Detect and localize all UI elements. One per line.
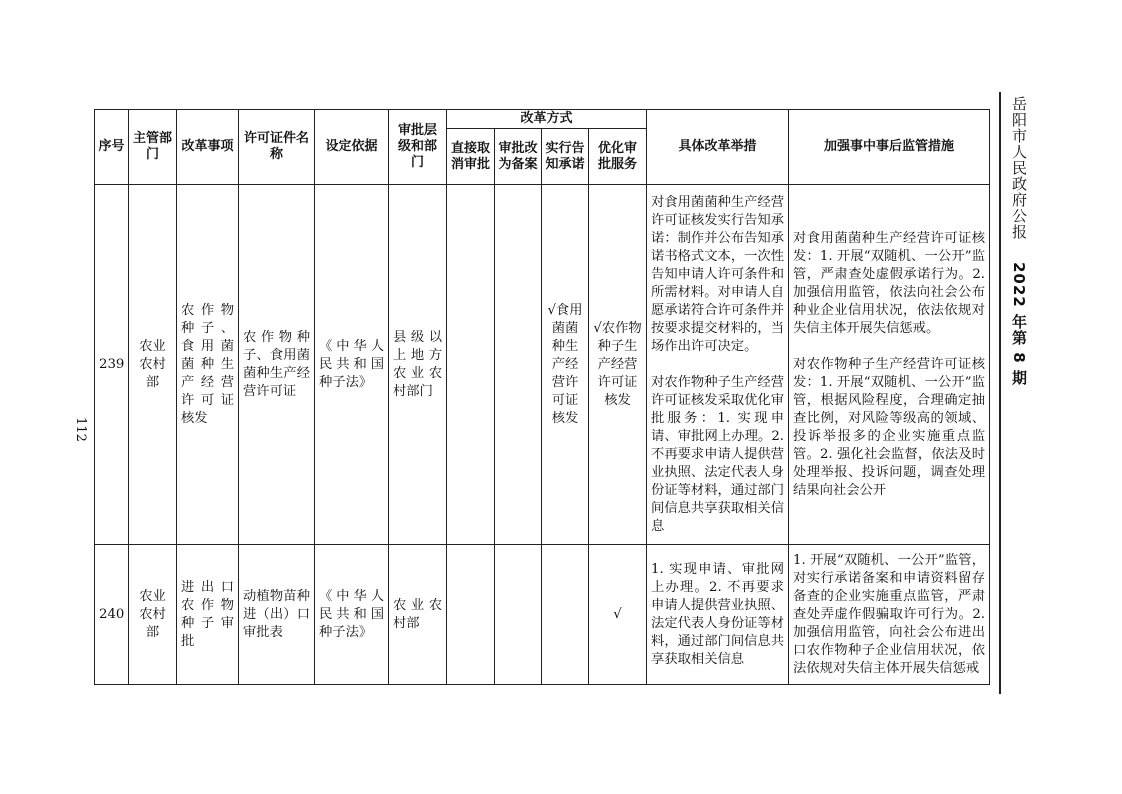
- header-dept: 主管部门: [129, 110, 177, 185]
- cell-seq: 240: [95, 545, 129, 685]
- header-mode-record: 审批改为备案: [495, 129, 542, 185]
- cell-basis: 《中华人民共和国种子法》: [315, 185, 389, 545]
- header-supervision: 加强事中事后监管措施: [789, 110, 990, 185]
- header-measures: 具体改革举措: [647, 110, 789, 185]
- cell-mode-record: [495, 185, 542, 545]
- running-header: [1004, 96, 1030, 386]
- cell-item: 进出口农作物种子审批: [177, 545, 239, 685]
- header-item: 改革事项: [177, 110, 239, 185]
- table-row: [95, 185, 990, 545]
- header-row-1: [95, 110, 990, 129]
- cell-mode-optimize: √: [589, 545, 647, 685]
- cell-license: 动植物苗种进（出）口审批表: [239, 545, 315, 685]
- header-basis: 设定依据: [315, 110, 389, 185]
- cell-item: 农作物种子、食用菌菌种生产经营许可证核发: [177, 185, 239, 545]
- cell-measures: 对食用菌菌种生产经营许可证核发实行告知承诺：制作并公布告知承诺书格式文本，一次性告知申请人许可条件和所需材料。对申请人自愿承诺符合许可条件并按要求提交材料的，当场作出许可决定。 对农作物种子生产经营许可证核发采取优化审批服务：1. 实现申请、审批网上办理。2. 不再要求申请人提供营业执照、法定代表人身份证等材料，通过部门间信息共享获取相关信息: [651, 194, 785, 534]
- cell-dept: 农业农村部: [129, 185, 177, 545]
- cell-supervision: 对食用菌菌种生产经营许可证核发：1. 开展“双随机、一公开”监管，严肃查处虚假承诺行为。2. 加强信用监管，依法向社会公布种业企业信用状况，依法依规对失信主体开展失信惩戒。 对农作物种子生产经营许可证核发：1. 开展“双随机、一公开”监管，根据风险程度，合理确定抽查比例，对风险等级高的领域、投诉举报多的企业实施重点监管。2. 强化社会监督，依法及时处理举报、投诉问题，调查处理结果向社会公开: [793, 230, 986, 498]
- issue-number: 2022 年第 8 期: [1010, 261, 1028, 386]
- header-seq: 序号: [95, 110, 129, 185]
- cell-mode-cancel: [447, 545, 495, 685]
- cell-mode-optimize: √农作物种子生产经营许可证核发: [589, 185, 647, 545]
- cell-mode-cancel: [447, 185, 495, 545]
- page-number: 112: [72, 417, 88, 442]
- header-rule: [999, 92, 1001, 694]
- publication-title: 岳阳市人民政府公报: [1010, 96, 1028, 240]
- cell-license: 农作物种子、食用菌菌种生产经营许可证: [239, 185, 315, 545]
- cell-basis: 《中华人民共和国种子法》: [315, 545, 389, 685]
- header-license: 许可证件名称: [239, 110, 315, 185]
- cell-measures: 1. 实现申请、审批网上办理。2. 不再要求申请人提供营业执照、法定代表人身份证等材料，通过部门间信息共享获取相关信息: [651, 561, 785, 667]
- cell-mode-record: [495, 545, 542, 685]
- header-level: 审批层级和部门: [389, 110, 447, 185]
- cell-mode-notify: √食用菌菌种生产经营许可证核发: [542, 185, 589, 545]
- cell-mode-notify: [542, 545, 589, 685]
- cell-level: 农业农村部: [389, 545, 447, 685]
- cell-supervision: 1. 开展“双随机、一公开”监管，对实行承诺备案和申请资料留存备查的企业实施重点监管，严肃查处弄虚作假骗取许可行为。2. 加强信用监管，向社会公布进出口农作物种子企业信用状况，依法依规对失信主体开展失信惩戒: [793, 552, 986, 676]
- cell-dept: 农业农村部: [129, 545, 177, 685]
- cell-level: 县级以上地方农业农村部门: [389, 185, 447, 545]
- header-mode-optimize: 优化审批服务: [589, 129, 647, 185]
- header-mode-notify: 实行告知承诺: [542, 129, 589, 185]
- reform-table: [94, 109, 990, 685]
- cell-seq: 239: [95, 185, 129, 545]
- header-mode-cancel: 直接取消审批: [447, 129, 495, 185]
- table-row: [95, 545, 990, 685]
- header-mode-group: 改革方式: [447, 110, 647, 129]
